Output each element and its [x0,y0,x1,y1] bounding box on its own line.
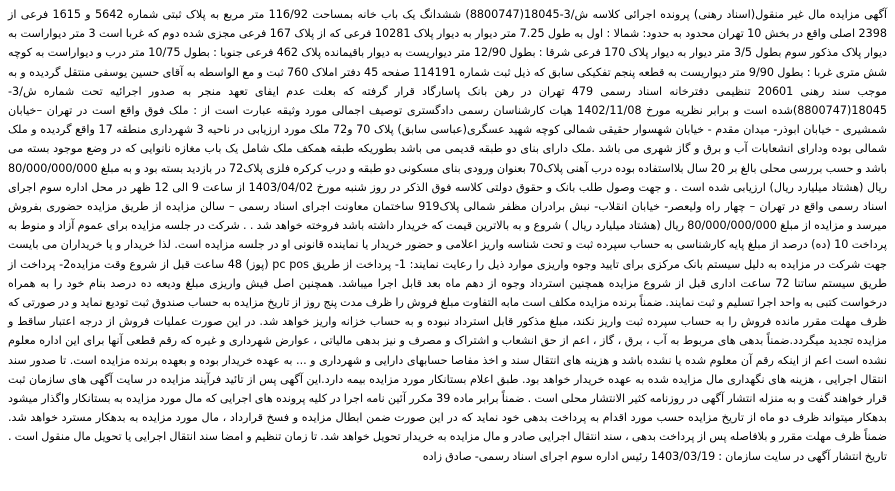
auction-notice-text: آگهی مزایده مال غیر منقول(اسناد رهنی) پرونده اجرائی کلاسه ش/3-18045(8800747) ششدانگ یک باب خانه بمساحت 116/92 متر مربع به پلاک ثبتی شماره 5642 و 1615 فرعی از 2398 اصلی واقع در بخش 10 تهران محدود به حدود: شمالا : اول به طول 7.25 متر دیوار به دیوار پلاک 10281 فرعی که از پلاک 167 فرعی مجزی شده دوم که غربا است 3 متر دیواراست به دیوار پلاک مذکور سوم بطول 3/5 متر دیوار به دیوار پلاک 170 فرعی شرقا : بطول 12/90 متر دیواریست به دیوار باقیمانده پلاک 462 فرعی جنوبا : بطول 10/75 متر درب و دیواراست به کوچه شش متری غربا : بطول 9/90 متر دیواریست به قطعه پنجم تفکیکی سابق که ذیل ثبت شماره 114191 صفحه 45 دفتر املاک 760 ثبت و مع الواسطه به آقای حسین یوسفی منتقل گردیده و به موجب سند رهنی 20601 تنظیمی دفترخانه اسناد رسمی 479 تهران در رهن بانک پاسارگاد قرار گرفته که بعلت عدم ایفای تعهد منجر به صدور اجرائیه تحت شماره ش/3-18045(8800747)شده است و برابر نظریه مورخ 1402/11/08 هیات کارشناسان رسمی دادگستری توصیف اجمالی مورد وثیقه عبارت است از : ملک فوق واقع است در تهران –خیابان شمشیری - خیابان ابوذر- میدان مقدم - خیابان شهسوار حقیقی شمالی کوچه شهید عسگری(عباسی سابق) پلاک 70 و72 ملک مورد ارزیابی در ناحیه 3 شهرداری منطقه 17 واقع گردیده و ملک شمالی بوده ودارای انشعابات آب و برق و گاز شهری می باشد .ملک دارای بنای دو طبقه قدیمی می باشد بطوریکه طبقه همکف ملک شامل یک باب مغازه نانوایی که در وضع موجود بسته می باشد و حسب بررسی محلی بالغ بر 20 سال بلااستفاده بوده درب آهنی پلاک70 بعنوان ورودی بنای مسکونی دو طبقه و درب کرکره فلزی پلاک72 در بازدید بسته بود و به مبلغ 80/000/000/000 ریال (هشتاد میلیارد ریال) ارزیابی شده است . و جهت وصول طلب بانک و حقوق دولتی کلاسه فوق الذکر در روز شنبه مورخ 1403/04/02 از ساعت 9 الی 12 ظهر در محل اداره سوم اجرای اسناد رسمی واقع در تهران – چهار راه ولیعصر- خیابان انقلاب- نبش برادران مظفر شمالی پلاک919 ساختمان معاونت اجرای اسناد رسمی – سالن مزایده از طریق مزایده حضوری بفروش میرسد و مزایده از مبلغ 80/000/000/000 ریال (هشتاد میلیارد ریال ) شروع و به بالاترین قیمت که خریدار داشته باشد فروخته خواهد شد . . شرکت در جلسه مزایده برای عموم آزاد و منوط به پرداخت 10 (ده) درصد از مبلغ پایه کارشناسی به حساب سپرده ثبت و تحت شناسه واریز اعلامی و حضور خریدار یا نماینده قانونی او در جلسه مزایده است. لذا خریدار و یا خریداران می بایست جهت شرکت در مزایده به دلیل سیستم بانک مرکزی برای تایید وجوه واریزی موارد ذیل را رعایت نمایند: 1- پرداخت از طریق pc pos (پوز) 48 ساعت قبل از شروع وقت مزایده2- پرداخت از طریق سیستم ساتنا 72 ساعت اداری قبل از شروع مزایده همچنین استرداد وجوه از دهم ماه بعد قابل اجرا میباشد. همچنین اصل فیش واریزی مبلغ ودیعه ده درصد بنام خود را به همراه درخواست کتبی به واحد اجرا تسلیم و ثبت نمایند. ضمناً برنده مزایده مکلف است مابه التفاوت مبلغ فروش را ظرف مدت پنج روز از تاریخ مزایده به حساب صندوق ثبت تودیع نماید و در صورتی که ظرف مهلت مقرر مانده فروش را به حساب سپرده ثبت واریز نکند، مبلغ مذکور قابل استرداد نبوده و به حساب خزانه واریز خواهد شد. در این صورت عملیات فروش از درجه اعتبار ساقط و مزایده تجدید میگردد.ضمناً بدهی های مربوط به آب ، برق ، گاز ، اعم از حق انشعاب و اشتراک و مصرف و نیز بدهی مالیاتی ، عوارض شهرداری و غیره که رقم قطعی آنها برای این اداره معلوم نشده است اعم از اینکه رقم آن معلوم شده یا نشده باشد و هزینه های انتقال سند و اخذ مفاصا حسابهای دارایی و شهرداری و ... به عهده خریدار بوده و بعهده برنده مزایده است. تا صدور سند انتقال اجرایی ، هزینه های نگهداری مال مزایده شده به عهده خریدار خواهد بود. طبق اعلام بستانکار مورد مزایده بیمه دارد.این آگهی پس از تائید فرآیند مزایده در سایت آگهی های سازمان ثبت قرار خواهند گفت و به منزله انتشار آگهی در روزنامه کثیر الانتشار محلی است . ضمناً برابر ماده 39 مکرر آئین نامه اجرا در کلیه پرونده های اجرایی که مال مورد مزایده به بستانکار واگذار میشود بدهکار میتواند ظرف دو ماه از تاریخ مزایده حسب مورد اقدام به پرداخت بدهی خود نماید که در این صورت ضمن ابطال مزایده و فسخ قرارداد ، مال مورد مزایده به بدهکار مسترد خواهد شد. ضمناً ظرف مهلت مقرر و بلافاصله پس از پرداخت بدهی ، سند انتقال اجرایی صادر و مال مزایده به خریدار تحویل خواهد شد. تا زمان تنظیم و امضا سند انتقال اجرایی یا تحویل مال منقول است . تاریخ انتشار آگهی در سایت سازمان : 1403/03/19 رئیس اداره سوم اجرای اسناد رسمی- صادق زاده [8,8,888,463]
